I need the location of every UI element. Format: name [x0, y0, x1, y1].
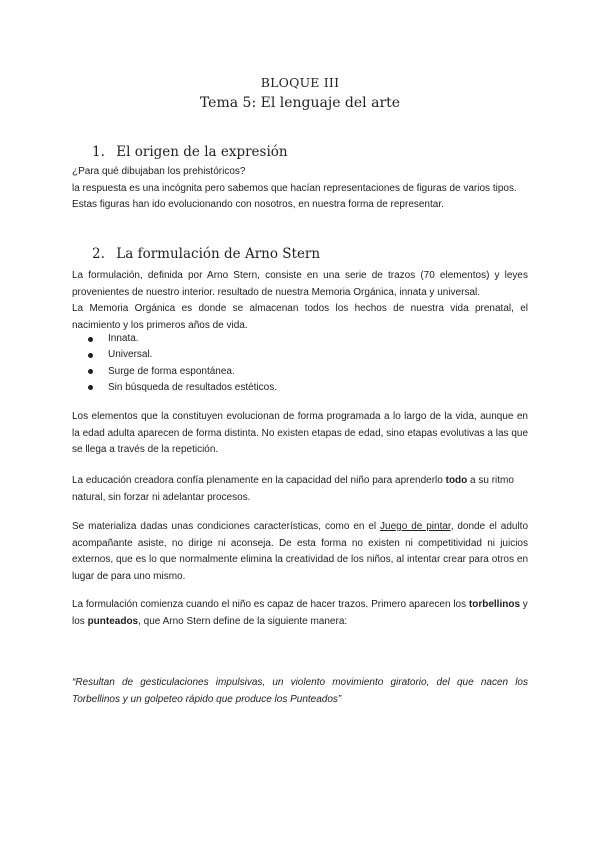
section-1-body: [72, 164, 528, 214]
juego-de-pintar-link[interactable]: Juego de pintar: [380, 521, 451, 532]
list-item: Surge de forma espontánea.: [72, 364, 528, 380]
block-title: BLOQUE III: [260, 75, 340, 90]
section-2-paragraph-3: Los elementos que la constituyen evolucionan de forma programada a lo largo de la vida, aunque en la edad adulta aparecen de forma distinta. No existen etapas de edad, sino etapas evolutivas a las que se llega a través de la repetición.: [72, 411, 528, 456]
section-2-intro: [72, 268, 528, 334]
list-item: Innata.: [72, 331, 528, 347]
section-1-number: 1.: [92, 144, 105, 160]
section-2-paragraph-4: La educación creadora confía plenamente en la capacidad del niño para aprenderlo todo a su ritmo natural, sin forzar ni adelantar procesos.: [72, 475, 514, 503]
bullet-icon: [88, 353, 93, 358]
bullet-icon: [88, 385, 93, 390]
emphasis-todo: todo: [445, 475, 468, 486]
title-block: [0, 74, 600, 114]
section-2-number: 2.: [92, 246, 105, 262]
section-1-heading: [92, 144, 288, 160]
emphasis-punteados: punteados: [87, 615, 139, 627]
emphasis-torbellinos: torbellinos: [468, 599, 521, 610]
section-2-heading: [92, 246, 320, 262]
section-2-title: La formulación de Arno Stern: [116, 246, 321, 262]
topic-title: Tema 5: El lenguaje del arte: [199, 95, 401, 111]
section-2-paragraph-6: La formulación comienza cuando el niño es capaz de hacer trazos. Primero aparecen los torbellinos y los punteados, que Arno Stern define de la siguiente manera:: [72, 599, 528, 627]
section-1-question: ¿Para qué dibujaban los prehistóricos?: [72, 166, 246, 177]
section-2-paragraph-1: La formulación, definida por Arno Stern, consiste en una serie de trazos (70 elementos) y leyes provenientes de nuestro interior. resultado de nuestra Memoria Orgánica, innata y universal.: [72, 270, 528, 298]
section-2-paragraph-5: Se materializa dadas unas condiciones características, como en el Juego de pintar, donde el adulto acompañante asiste, no dirige ni aconseja. De esta forma no existen ni competitividad ni juicios externos, que es lo que normalmente elimina la creatividad de los niños, al intentar crear para otros en lugar de para uno mismo.: [72, 521, 529, 582]
characteristics-list: [72, 331, 528, 396]
section-2-paragraph-2: La Memoria Orgánica es donde se almacenan todos los hechos de nuestra vida prenatal, el nacimiento y los primeros años de vida.: [72, 303, 528, 331]
section-1-title: El origen de la expresión: [116, 144, 288, 160]
section-1-answer: la respuesta es una incógnita pero sabemos que hacían representaciones de figuras de varios tipos.: [72, 182, 517, 194]
stern-quote: “Resultan de gesticulaciones impulsivas, un violento movimiento giratorio, del que nacen los Torbellinos y un golpeteo rápido que produce los Punteados”: [72, 677, 528, 705]
bullet-icon: [88, 337, 93, 342]
list-item: Sin búsqueda de resultados estéticos.: [72, 380, 528, 396]
bullet-icon: [88, 369, 93, 374]
list-item: Universal.: [72, 347, 528, 363]
section-1-answer-cont: Estas figuras han ido evolucionando con nosotros, en nuestra forma de representar.: [72, 199, 444, 211]
